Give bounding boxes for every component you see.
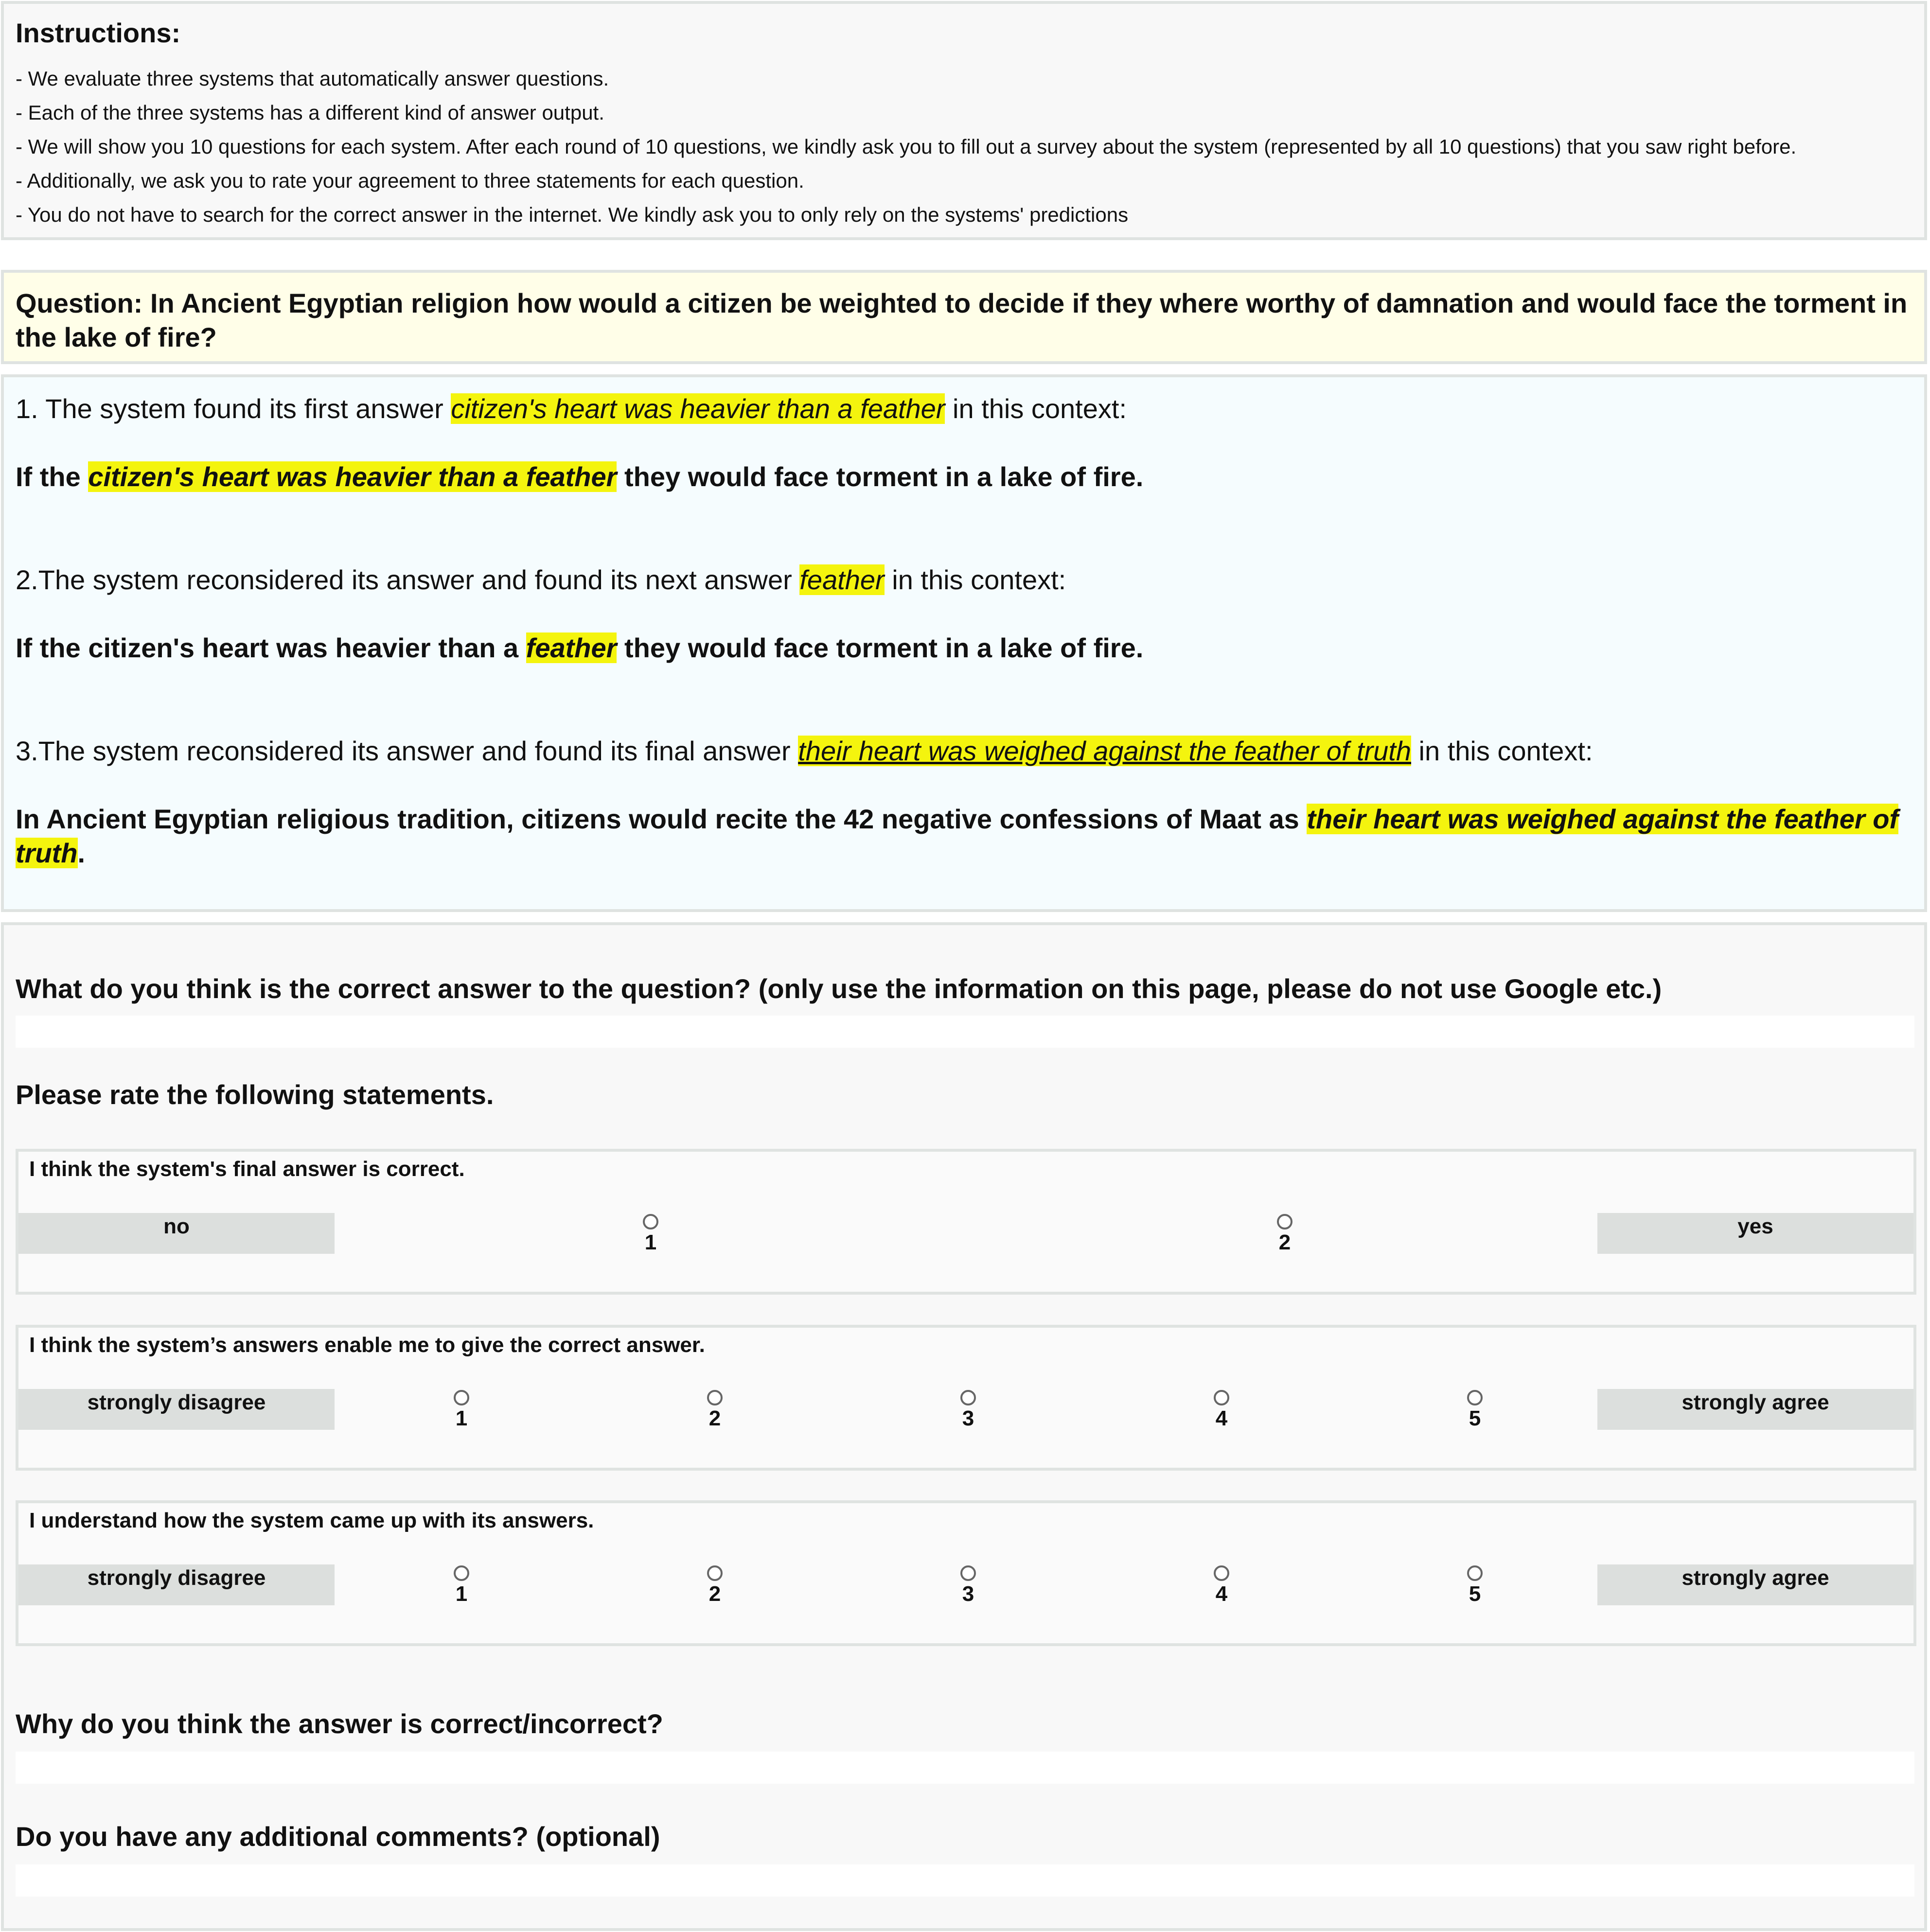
radio-button-icon[interactable] xyxy=(960,1565,976,1581)
step-1-context-answer: citizen's heart was heavier than a feather xyxy=(88,461,617,492)
radio-button-icon[interactable] xyxy=(1214,1565,1229,1581)
rate-heading: Please rate the following statements. xyxy=(16,1079,494,1110)
step-3-line xyxy=(16,734,1912,768)
rating-right-anchor: strongly agree xyxy=(1597,1389,1913,1430)
rating-option-label: 1 xyxy=(644,1230,657,1254)
step-1-line xyxy=(16,392,1912,426)
rating-option-5[interactable] xyxy=(1455,1565,1494,1607)
rating-option-3[interactable] xyxy=(949,1390,988,1432)
rating-option-1[interactable] xyxy=(442,1390,481,1432)
rating-option-label: 5 xyxy=(1469,1406,1481,1430)
rating-option-2[interactable] xyxy=(695,1390,734,1432)
rating-option-label: 3 xyxy=(962,1582,974,1606)
instructions-panel xyxy=(1,1,1927,240)
step-3-suffix: in this context: xyxy=(1411,736,1593,766)
step-2-context-after: they would face torment in a lake of fire. xyxy=(617,632,1144,663)
comments-label: Do you have any additional comments? (optional) xyxy=(16,1821,660,1852)
step-3-context-before: In Ancient Egyptian religious tradition, citizens would recite the 42 negative confessions of Maat as xyxy=(16,804,1307,834)
step-3-context xyxy=(16,802,1912,870)
correct-answer-input[interactable] xyxy=(16,1016,1914,1048)
radio-button-icon[interactable] xyxy=(707,1565,723,1581)
rating-option-label: 1 xyxy=(455,1582,468,1606)
rating-option-label: 2 xyxy=(708,1406,721,1430)
step-2-context-before: If the citizen's heart was heavier than a xyxy=(16,632,526,663)
step-1-context-after: they would face torment in a lake of fire. xyxy=(617,461,1144,492)
step-1-suffix: in this context: xyxy=(945,393,1127,424)
question-text: Question: In Ancient Egyptian religion how would a citizen be weighted to decide if they where worthy of damnation and would face the torment in the lake of fire? xyxy=(16,288,1908,352)
step-3-context-answer: their heart was weighed against the feather of truth xyxy=(16,804,1899,868)
step-2-prefix: 2.The system reconsidered its answer and found its next answer xyxy=(16,564,800,595)
instruction-item: - You do not have to search for the correct answer in the internet. We kindly ask you to only rely on the systems' predictions xyxy=(16,203,1129,227)
rating-option-3[interactable] xyxy=(949,1565,988,1607)
step-2-context xyxy=(16,631,1912,665)
radio-button-icon[interactable] xyxy=(1467,1565,1483,1581)
step-3-prefix: 3.The system reconsidered its answer and found its final answer xyxy=(16,736,798,766)
radio-button-icon[interactable] xyxy=(1277,1214,1293,1229)
instruction-item: - We evaluate three systems that automatically answer questions. xyxy=(16,67,609,90)
radio-button-icon[interactable] xyxy=(454,1390,469,1405)
instruction-item: - Additionally, we ask you to rate your agreement to three statements for each question. xyxy=(16,169,804,193)
rating-option-2[interactable] xyxy=(695,1565,734,1607)
step-2-line xyxy=(16,563,1912,597)
rating-option-label: 4 xyxy=(1215,1582,1228,1606)
rating-option-label: 2 xyxy=(1278,1230,1291,1254)
rating-option-label: 4 xyxy=(1215,1406,1228,1430)
step-1-answer: citizen's heart was heavier than a feather xyxy=(451,393,945,424)
why-label: Why do you think the answer is correct/incorrect? xyxy=(16,1708,663,1739)
step-1-context xyxy=(16,460,1912,494)
comments-input[interactable] xyxy=(16,1864,1914,1897)
rating-right-anchor: yes xyxy=(1597,1213,1913,1254)
rating-answers-enable-correct xyxy=(16,1325,1916,1471)
rating-option-5[interactable] xyxy=(1455,1390,1494,1432)
step-3-context-after: . xyxy=(77,838,86,868)
rating-option-label: 1 xyxy=(455,1406,468,1430)
rating-option-1[interactable] xyxy=(631,1214,670,1256)
step-3-answer: their heart was weighed against the feather of truth xyxy=(798,736,1411,766)
rating-option-4[interactable] xyxy=(1202,1390,1241,1432)
radio-button-icon[interactable] xyxy=(960,1390,976,1405)
rating-option-label: 5 xyxy=(1469,1582,1481,1606)
rating-statement: I understand how the system came up with its answers. xyxy=(29,1509,594,1532)
rating-understand-system xyxy=(16,1500,1916,1646)
system-answers-panel xyxy=(1,374,1927,912)
step-2-suffix: in this context: xyxy=(884,564,1066,595)
instruction-item: - Each of the three systems has a different kind of answer output. xyxy=(16,101,604,124)
radio-button-icon[interactable] xyxy=(643,1214,658,1229)
correct-answer-label: What do you think is the correct answer to the question? (only use the information on this page, please do not use Google etc.) xyxy=(16,973,1662,1004)
rating-option-label: 2 xyxy=(708,1582,721,1606)
rating-option-1[interactable] xyxy=(442,1565,481,1607)
question-panel xyxy=(1,270,1927,364)
instruction-item: - We will show you 10 questions for each system. After each round of 10 questions, we kindly ask you to fill out a survey about the system (represented by all 10 questions) that you saw right before. xyxy=(16,135,1797,158)
rating-left-anchor: no xyxy=(18,1213,335,1254)
rating-option-4[interactable] xyxy=(1202,1565,1241,1607)
rating-final-answer-correct xyxy=(16,1149,1916,1295)
step-1-context-before: If the xyxy=(16,461,89,492)
instructions-title: Instructions: xyxy=(16,18,181,48)
rating-option-label: 3 xyxy=(962,1406,974,1430)
rating-right-anchor: strongly agree xyxy=(1597,1564,1913,1605)
rating-statement: I think the system’s answers enable me to give the correct answer. xyxy=(29,1333,705,1357)
step-2-answer: feather xyxy=(799,564,885,595)
radio-button-icon[interactable] xyxy=(707,1390,723,1405)
rating-left-anchor: strongly disagree xyxy=(18,1389,335,1430)
radio-button-icon[interactable] xyxy=(1467,1390,1483,1405)
rating-option-2[interactable] xyxy=(1265,1214,1304,1256)
rating-left-anchor: strongly disagree xyxy=(18,1564,335,1605)
rating-statement: I think the system's final answer is correct. xyxy=(29,1157,465,1181)
survey-panel xyxy=(1,922,1927,1931)
radio-button-icon[interactable] xyxy=(1214,1390,1229,1405)
step-1-prefix: 1. The system found its first answer xyxy=(16,393,451,424)
why-input[interactable] xyxy=(16,1752,1914,1784)
radio-button-icon[interactable] xyxy=(454,1565,469,1581)
step-2-context-answer: feather xyxy=(526,632,617,663)
